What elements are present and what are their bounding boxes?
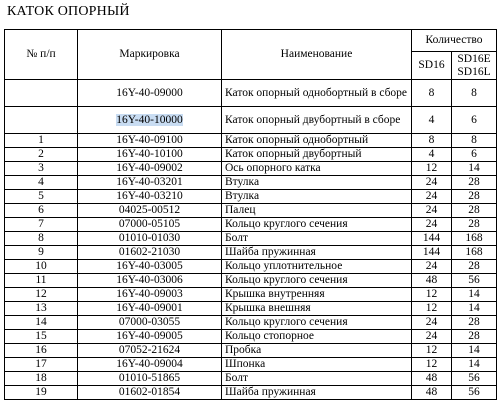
row-name: Шпонка [222,358,412,372]
header-mark: Маркировка [78,30,222,80]
row-mark: 16Y-40-03201 [78,176,222,190]
row-mark: 04025-00512 [78,204,222,218]
row-qty-sd16: 4 [412,148,452,162]
row-name: Каток опорный двубортный [222,148,412,162]
row-qty-sd16: 24 [412,260,452,274]
row-qty-sd16: 144 [412,246,452,260]
row-mark: 16Y-40-03210 [78,190,222,204]
row-num: 14 [5,316,78,330]
table-row [5,260,497,274]
row-name: Втулка [222,190,412,204]
table-row [5,330,497,344]
header-sd16e: SD16E SD16L [452,52,497,80]
row-num: 8 [5,232,78,246]
row-qty-sd16e: 14 [452,302,497,316]
row-qty-sd16e: 6 [452,107,497,134]
row-qty-sd16: 24 [412,204,452,218]
row-mark: 07000-05105 [78,218,222,232]
row-mark: 01602-21030 [78,246,222,260]
row-mark: 16Y-40-09003 [78,288,222,302]
row-mark: 16Y-40-09002 [78,162,222,176]
assembly-row [5,107,497,134]
table-row [5,232,497,246]
row-qty-sd16: 12 [412,288,452,302]
row-qty-sd16: 12 [412,358,452,372]
parts-table [4,29,497,400]
row-name: Кольцо круглого сечения [222,274,412,288]
row-qty-sd16e: 14 [452,358,497,372]
row-mark: 01010-01030 [78,232,222,246]
row-mark: 16Y-40-03005 [78,260,222,274]
row-qty-sd16e: 28 [452,190,497,204]
row-num [5,80,78,107]
row-qty-sd16: 24 [412,316,452,330]
row-qty-sd16: 8 [412,80,452,107]
row-qty-sd16e: 6 [452,148,497,162]
row-qty-sd16e: 14 [452,288,497,302]
row-qty-sd16e: 28 [452,260,497,274]
row-name: Болт [222,372,412,386]
row-qty-sd16e: 168 [452,232,497,246]
row-num: 6 [5,204,78,218]
row-qty-sd16: 48 [412,372,452,386]
table-row [5,302,497,316]
row-num: 3 [5,162,78,176]
row-name: Кольцо стопорное [222,330,412,344]
row-name: Каток опорный однобортный в сборе [222,80,412,107]
row-qty-sd16e: 168 [452,246,497,260]
row-num: 1 [5,134,78,148]
row-num: 2 [5,148,78,162]
row-qty-sd16: 24 [412,330,452,344]
row-mark: 16Y-40-09000 [78,80,222,107]
row-qty-sd16e: 14 [452,162,497,176]
row-qty-sd16e: 56 [452,372,497,386]
row-qty-sd16: 4 [412,107,452,134]
table-body [5,80,497,400]
table-row [5,176,497,190]
row-mark: 16Y-40-09001 [78,302,222,316]
row-num [5,107,78,134]
row-num: 7 [5,218,78,232]
row-qty-sd16e: 28 [452,218,497,232]
row-num: 5 [5,190,78,204]
table-row [5,386,497,400]
row-num: 10 [5,260,78,274]
row-num: 13 [5,302,78,316]
row-num: 11 [5,274,78,288]
row-qty-sd16e: 28 [452,316,497,330]
row-name: Кольцо уплотнительное [222,260,412,274]
row-mark: 01010-51865 [78,372,222,386]
row-mark: 01602-01854 [78,386,222,400]
table-row [5,162,497,176]
row-num: 18 [5,372,78,386]
row-qty-sd16: 12 [412,162,452,176]
row-name: Пробка [222,344,412,358]
row-qty-sd16e: 28 [452,204,497,218]
row-qty-sd16: 48 [412,386,452,400]
row-qty-sd16e: 14 [452,344,497,358]
table-row [5,358,497,372]
row-qty-sd16: 24 [412,176,452,190]
row-mark: 16Y-40-09004 [78,358,222,372]
row-mark: 16Y-40-09005 [78,330,222,344]
table-row [5,372,497,386]
row-mark: 16Y-40-03006 [78,274,222,288]
row-qty-sd16: 12 [412,344,452,358]
row-qty-sd16e: 8 [452,134,497,148]
document-title: КАТОК ОПОРНЫЙ [7,4,130,19]
header-num: № п/п [5,30,78,80]
row-qty-sd16: 24 [412,190,452,204]
row-name: Кольцо круглого сечения [222,218,412,232]
table-row [5,316,497,330]
row-qty-sd16: 48 [412,274,452,288]
row-name: Крышка внутренняя [222,288,412,302]
row-mark: 07052-21624 [78,344,222,358]
row-mark: 16Y-40-09100 [78,134,222,148]
row-qty-sd16: 144 [412,232,452,246]
row-num: 16 [5,344,78,358]
row-qty-sd16e: 56 [452,386,497,400]
row-name: Каток опорный однобортный [222,134,412,148]
row-num: 9 [5,246,78,260]
row-qty-sd16e: 56 [452,274,497,288]
row-name: Втулка [222,176,412,190]
table-row [5,246,497,260]
row-mark: 07000-03055 [78,316,222,330]
header-name: Наименование [222,30,412,80]
table-row [5,134,497,148]
row-num: 17 [5,358,78,372]
row-qty-sd16: 8 [412,134,452,148]
row-qty-sd16e: 28 [452,330,497,344]
table-row [5,344,497,358]
row-name: Палец [222,204,412,218]
row-name: Кольцо круглого сечения [222,316,412,330]
row-name: Шайба пружинная [222,386,412,400]
table-row [5,288,497,302]
row-mark [78,107,222,134]
row-qty-sd16e: 8 [452,80,497,107]
table-row [5,148,497,162]
highlighted-mark: 16Y-40-10000 [116,113,183,126]
row-name: Шайба пружинная [222,246,412,260]
table-row [5,190,497,204]
row-name: Болт [222,232,412,246]
row-num: 12 [5,288,78,302]
table-row [5,218,497,232]
row-qty-sd16e: 28 [452,176,497,190]
row-num: 19 [5,386,78,400]
header-qty: Количество [412,30,497,52]
row-qty-sd16: 12 [412,302,452,316]
assembly-row [5,80,497,107]
header-sd16: SD16 [412,52,452,80]
row-num: 15 [5,330,78,344]
row-num: 4 [5,176,78,190]
row-name: Ось опорного катка [222,162,412,176]
table-header [5,30,497,80]
row-name: Крышка внешняя [222,302,412,316]
row-name: Каток опорный двубортный в сборе [222,107,412,134]
row-mark: 16Y-40-10100 [78,148,222,162]
table-row [5,204,497,218]
table-row [5,274,497,288]
row-qty-sd16: 24 [412,218,452,232]
